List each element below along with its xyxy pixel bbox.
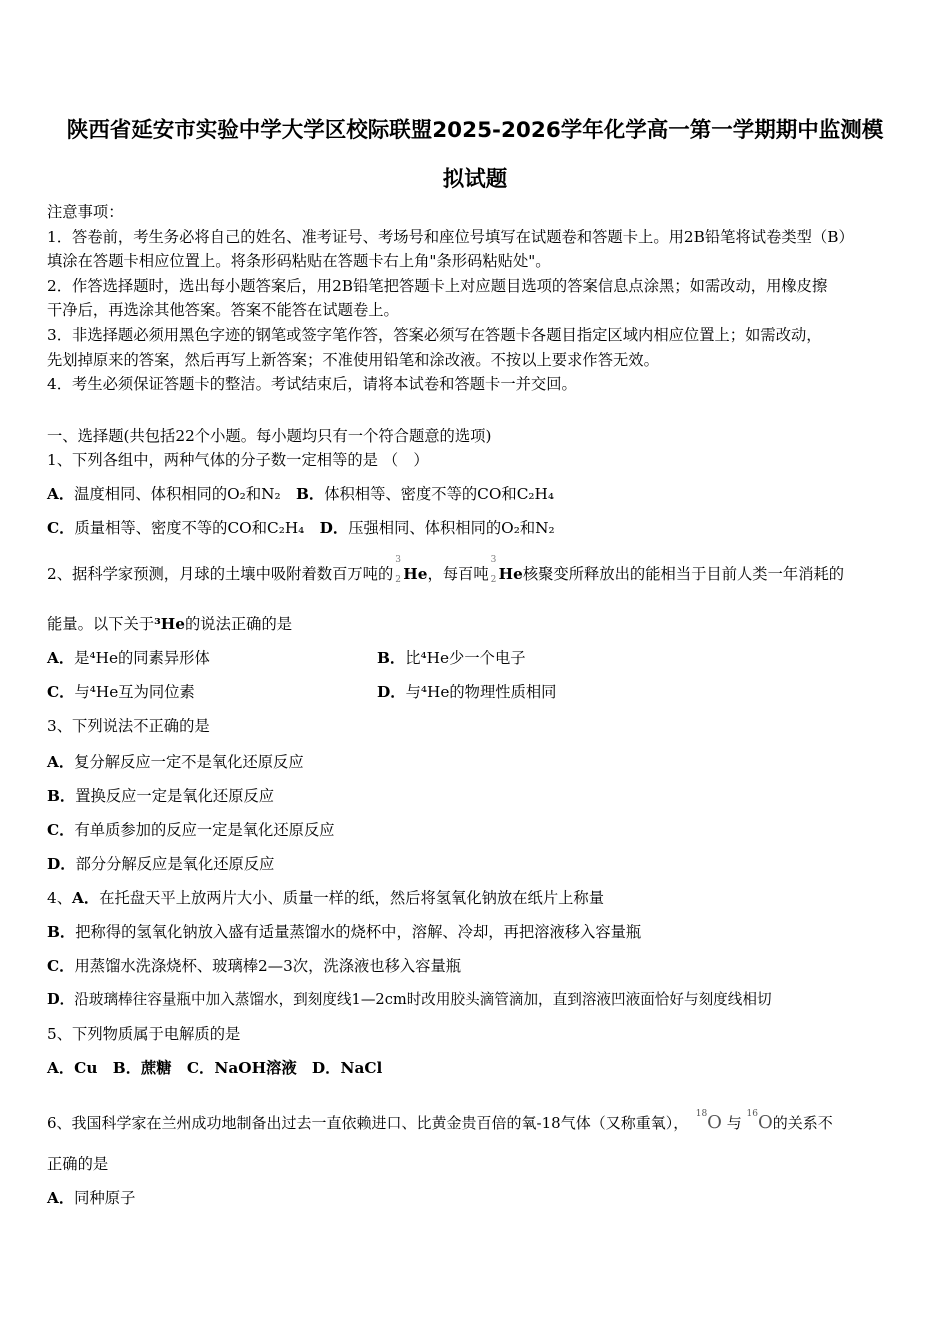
q3-option-d xyxy=(47,854,274,874)
option-text: 用蒸馏水洗涤烧杯、玻璃棒2—3次，洗涤液也移入容量瓶 xyxy=(74,957,462,975)
q1-options-cd xyxy=(47,518,555,538)
section-heading: 一、选择题(共包括22个小题。每小题均只有一个符合题意的选项) xyxy=(47,427,492,445)
text: 的关系不 xyxy=(772,1114,833,1132)
option-label: C． xyxy=(47,957,75,975)
mass-number: 18 xyxy=(695,1109,708,1119)
notice-heading: 注意事项： xyxy=(47,203,124,221)
option-label: A． xyxy=(47,753,75,771)
option-label: A． xyxy=(47,649,75,667)
q2-option-b: 比⁴He少一个电子 xyxy=(405,649,526,667)
q6-stem-line-2: 正确的是 xyxy=(47,1155,109,1173)
q3-stem: 3、下列说法不正确的是 xyxy=(47,717,210,735)
option-label: C． xyxy=(47,519,75,537)
notice-line: 2．作答选择题时，选出每小题答案后，用2B铅笔把答题卡上对应题目选项的答案信息点涂黑；如需改动，用橡皮擦 xyxy=(47,277,828,295)
q6-stem-line-1 xyxy=(47,1104,833,1133)
q2-option-a: 是⁴He的同素异形体 xyxy=(74,649,210,667)
text: 6、我国科学家在兰州成功地制备出过去一直依赖进口、比黄金贵百倍的氧-18气体（又称重氧）， xyxy=(47,1114,681,1132)
option-label: A． xyxy=(72,889,100,907)
he3: ³He xyxy=(154,615,185,633)
mass-number: 3 xyxy=(490,555,497,565)
q2-stem-line-2 xyxy=(47,614,292,634)
text: 与 xyxy=(726,1114,742,1132)
element-symbol: O xyxy=(757,1112,773,1133)
q5-options: A．Cu B．蔗糖 C．NaOH溶液 D．NaCl xyxy=(47,1059,383,1077)
q1-option-b: 体积相等、密度不等的CO和C₂H₄ xyxy=(324,485,555,503)
option-label: B． xyxy=(295,485,325,503)
notice-line: 4．考生必须保证答题卡的整洁。考试结束后，请将本试卷和答题卡一并交回。 xyxy=(47,375,577,393)
q1-option-d: 压强相同、体积相同的O₂和N₂ xyxy=(348,519,555,537)
q2-stem-line-1 xyxy=(47,555,845,585)
option-text: 有单质参加的反应一定是氧化还原反应 xyxy=(74,821,335,839)
q2-option-d: 与⁴He的物理性质相同 xyxy=(405,683,557,701)
option-text: 部分分解反应是氧化还原反应 xyxy=(75,855,275,873)
q4-option-b xyxy=(47,922,641,942)
element-symbol: He xyxy=(498,565,523,583)
option-text: 沿玻璃棒往容量瓶中加入蒸馏水，到刻度线1—2cm时改用胶头滴管滴加，直到溶液凹液面恰好与刻度线相切 xyxy=(74,991,772,1008)
option-label: C． xyxy=(47,683,75,701)
option-text: 把称得的氢氧化钠放入盛有适量蒸馏水的烧杯中，溶解、冷却，再把溶液移入容量瓶 xyxy=(75,923,642,941)
option-text: 在托盘天平上放两片大小、质量一样的纸，然后将氢氧化钠放在纸片上称量 xyxy=(99,889,605,907)
notice-line: 1．答卷前，考生务必将自己的姓名、准考证号、考场号和座位号填写在试题卷和答题卡上。用2B铅笔将试卷类型（B） xyxy=(47,228,854,246)
q1-option-a: 温度相同、体积相同的O₂和N₂ xyxy=(74,485,281,503)
q3-option-c xyxy=(47,820,335,840)
option-label: D． xyxy=(47,855,76,873)
nuclide-notation xyxy=(489,555,499,585)
text: ，每百吨 xyxy=(427,565,489,583)
option-label: A． xyxy=(47,485,75,503)
option-label: D． xyxy=(319,519,349,537)
element-symbol: O xyxy=(707,1112,722,1133)
option-text: 复分解反应一定不是氧化还原反应 xyxy=(74,753,304,771)
q2-options-cd xyxy=(47,682,557,702)
q4-option-c xyxy=(47,956,461,976)
notice-line: 干净后，再选涂其他答案。答案不能答在试题卷上。 xyxy=(47,301,399,319)
q1-options-ab xyxy=(47,484,554,504)
page-title-line-2: 拟试题 xyxy=(442,167,508,192)
notice-line: 3．非选择题必须用黑色字迹的钢笔或签字笔作答，答案必须写在答题卡各题目指定区域内相应位置上；如需改动， xyxy=(47,326,822,344)
page-title-line-1: 陕西省延安市实验中学大学区校际联盟2025-2026学年化学高一第一学期期中监测模 xyxy=(66,118,884,143)
text: 核聚变所释放出的能相当于目前人类一年消耗的 xyxy=(522,565,845,583)
text: 能量。以下关于 xyxy=(47,615,155,633)
option-label: D． xyxy=(377,683,406,701)
option-label: C． xyxy=(47,821,75,839)
q3-option-a xyxy=(47,752,304,772)
q3-option-b xyxy=(47,786,274,806)
q2-options-ab xyxy=(47,648,526,668)
question-number: 4、 xyxy=(47,889,73,907)
element-symbol: He xyxy=(403,565,428,583)
nuclide-notation xyxy=(393,555,403,585)
option-label: B． xyxy=(47,787,76,805)
q2-option-c: 与⁴He互为同位素 xyxy=(74,683,195,701)
text: 的说法正确的是 xyxy=(184,615,293,633)
q4-option-d xyxy=(47,990,772,1010)
q4-option-a xyxy=(47,888,604,908)
option-text: 同种原子 xyxy=(74,1189,136,1207)
text: 2、据科学家预测，月球的土壤中吸附着数百万吨的 xyxy=(47,565,394,583)
notice-line: 填涂在答题卡相应位置上。将条形码粘贴在答题卡右上角"条形码粘贴处"。 xyxy=(47,252,551,270)
atomic-number: 2 xyxy=(395,575,401,585)
notice-line: 先划掉原来的答案，然后再写上新答案；不准使用铅笔和涂改液。不按以上要求作答无效。 xyxy=(47,351,659,369)
atomic-number: 2 xyxy=(490,575,497,585)
option-label: B． xyxy=(47,923,76,941)
option-label: D． xyxy=(47,991,75,1008)
q1-option-c: 质量相等、密度不等的CO和C₂H₄ xyxy=(74,519,305,537)
mass-number: 16 xyxy=(746,1109,758,1119)
option-label: B． xyxy=(377,649,406,667)
q5-stem: 5、下列物质属于电解质的是 xyxy=(47,1025,241,1043)
q6-option-a xyxy=(47,1188,135,1208)
mass-number: 3 xyxy=(395,555,401,565)
option-label: A． xyxy=(47,1189,75,1207)
option-text: 置换反应一定是氧化还原反应 xyxy=(75,787,275,805)
q1-stem: 1、下列各组中，两种气体的分子数一定相等的是 （ ） xyxy=(47,451,429,469)
